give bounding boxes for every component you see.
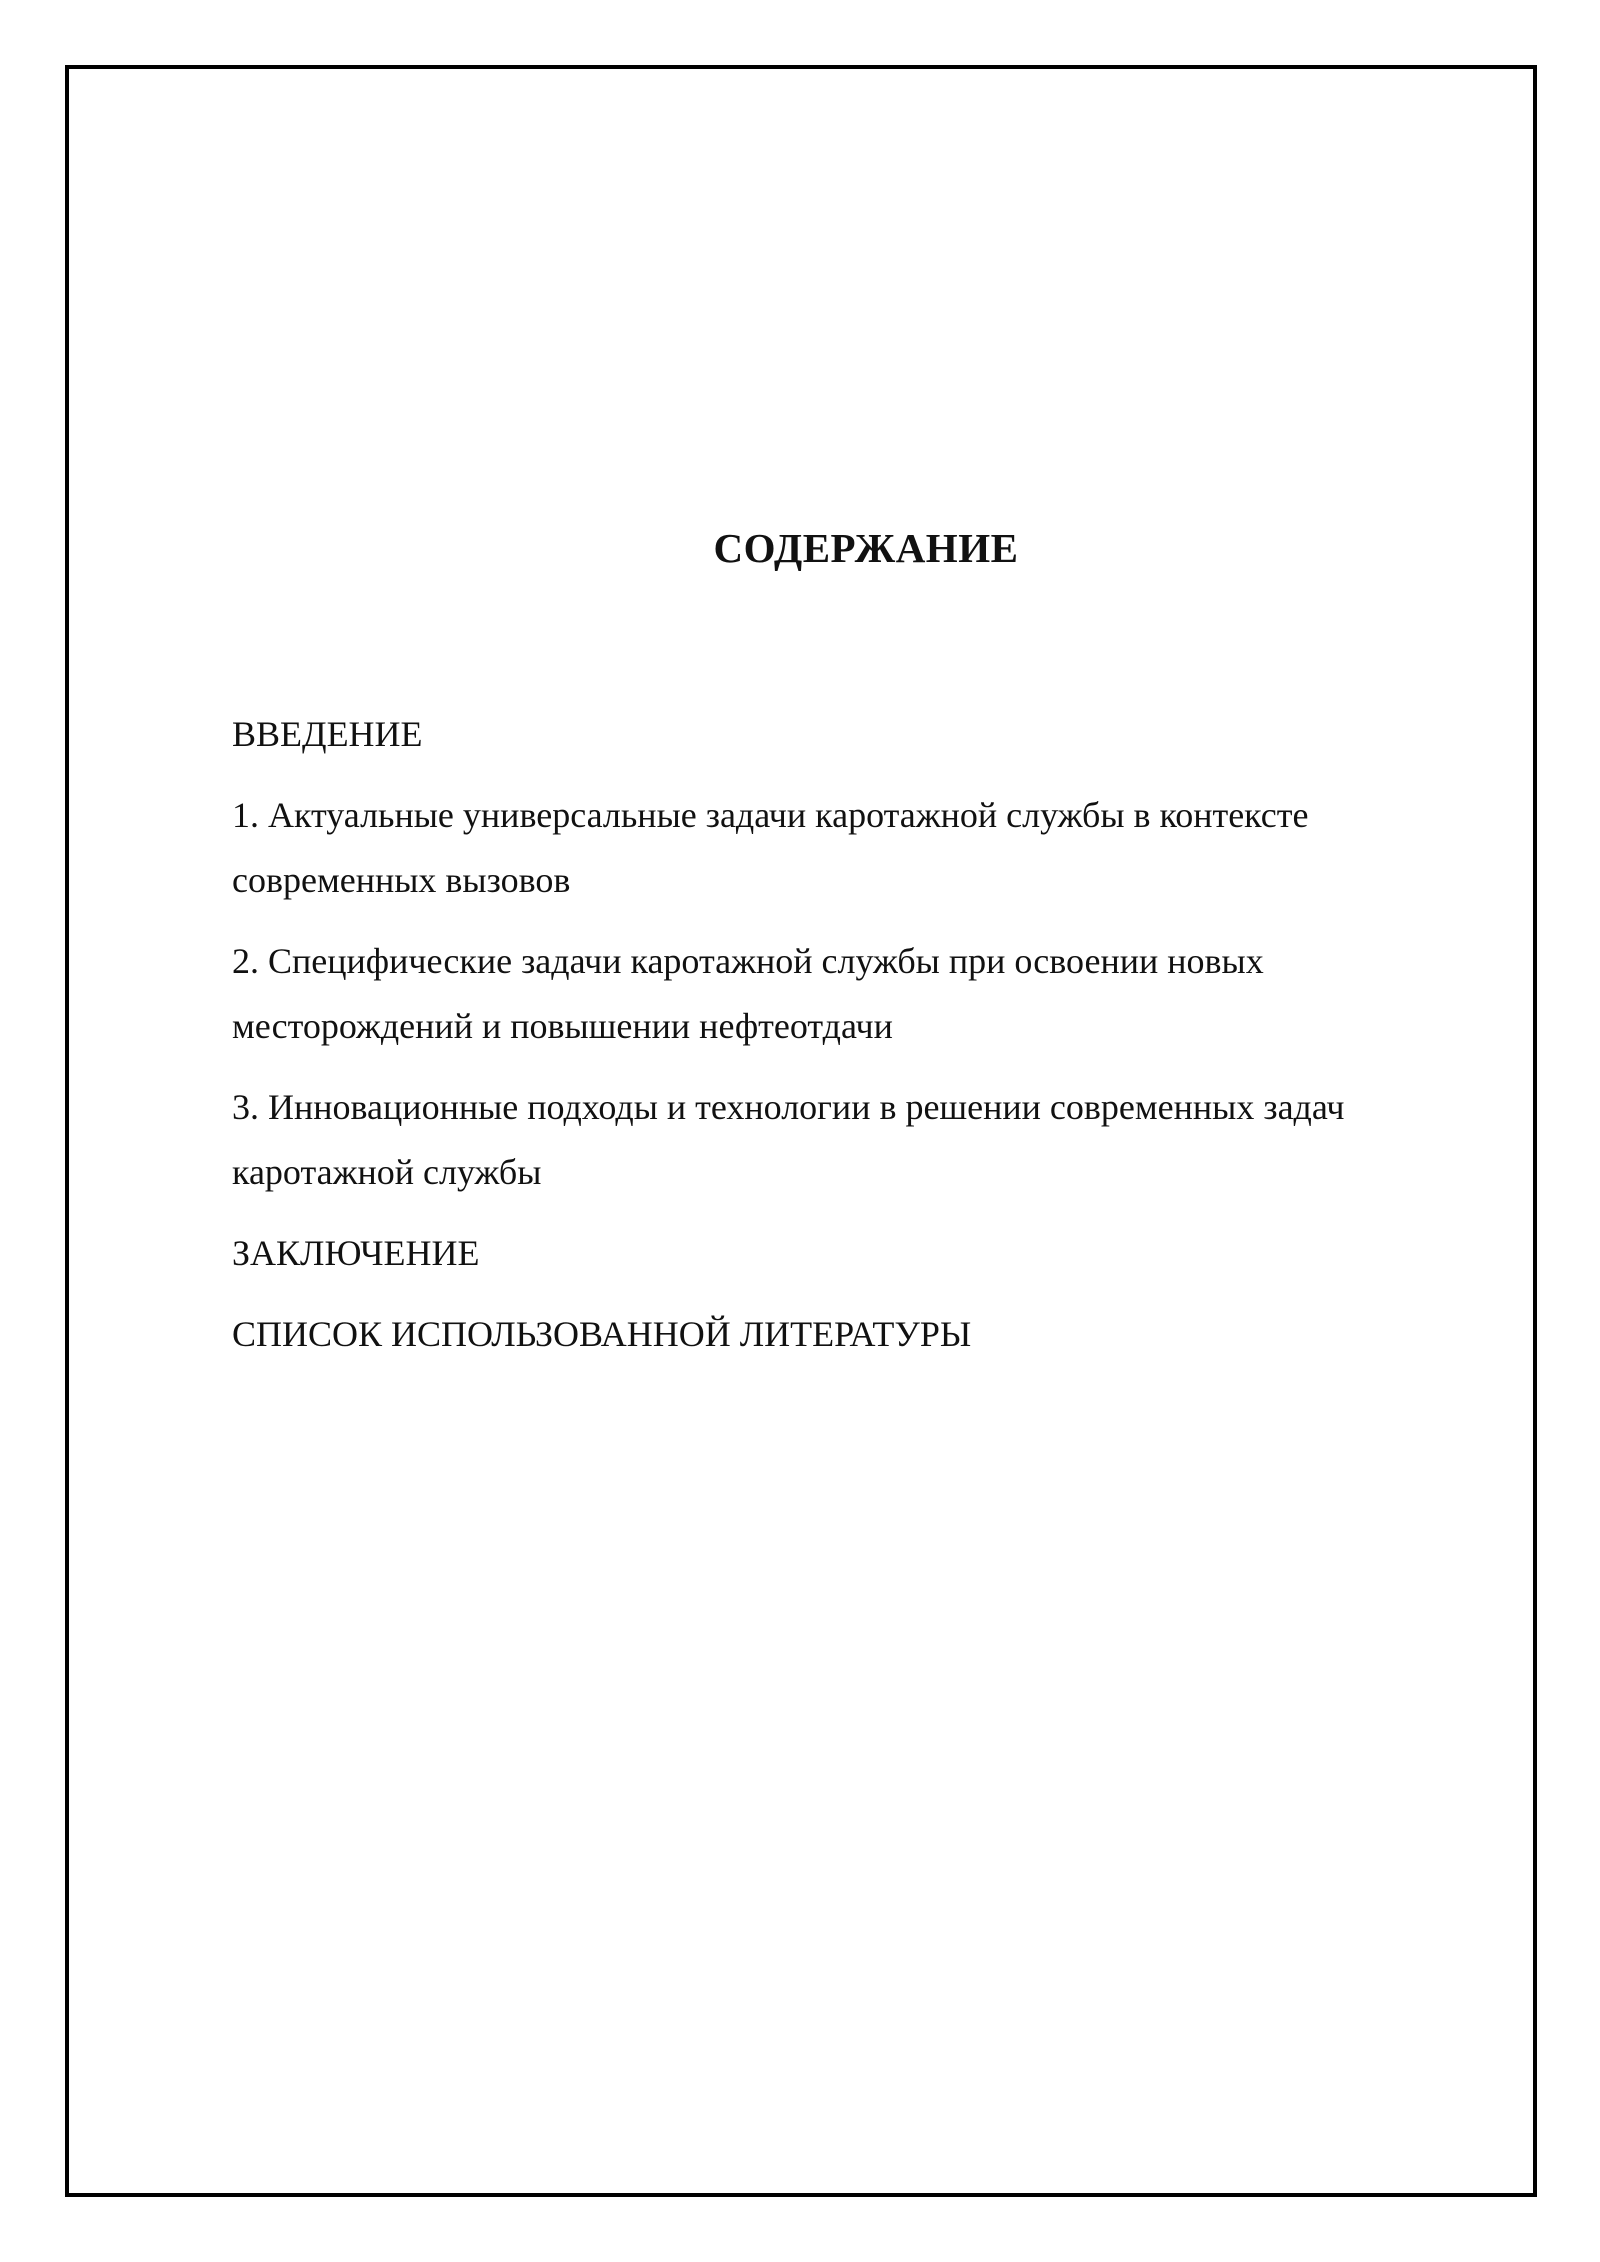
toc-item-chapter-1: 1. Актуальные универсальные задачи каротажной службы в контексте современных вызовов — [232, 795, 1309, 900]
page-frame — [65, 65, 1537, 2197]
table-of-contents — [232, 702, 1482, 1383]
page-title: СОДЕРЖАНИЕ — [713, 525, 1019, 571]
toc-item-chapter-2: 2. Специфические задачи каротажной службы при освоении новых месторождений и повышении нефтеотдачи — [232, 941, 1264, 1046]
toc-item-chapter-3: 3. Инновационные подходы и технологии в решении современных задач каротажной службы — [232, 1087, 1345, 1192]
toc-item-references: СПИСОК ИСПОЛЬЗОВАННОЙ ЛИТЕРАТУРЫ — [232, 1314, 972, 1354]
toc-item-introduction: ВВЕДЕНИЕ — [232, 714, 423, 754]
toc-item-conclusion: ЗАКЛЮЧЕНИЕ — [232, 1233, 480, 1273]
